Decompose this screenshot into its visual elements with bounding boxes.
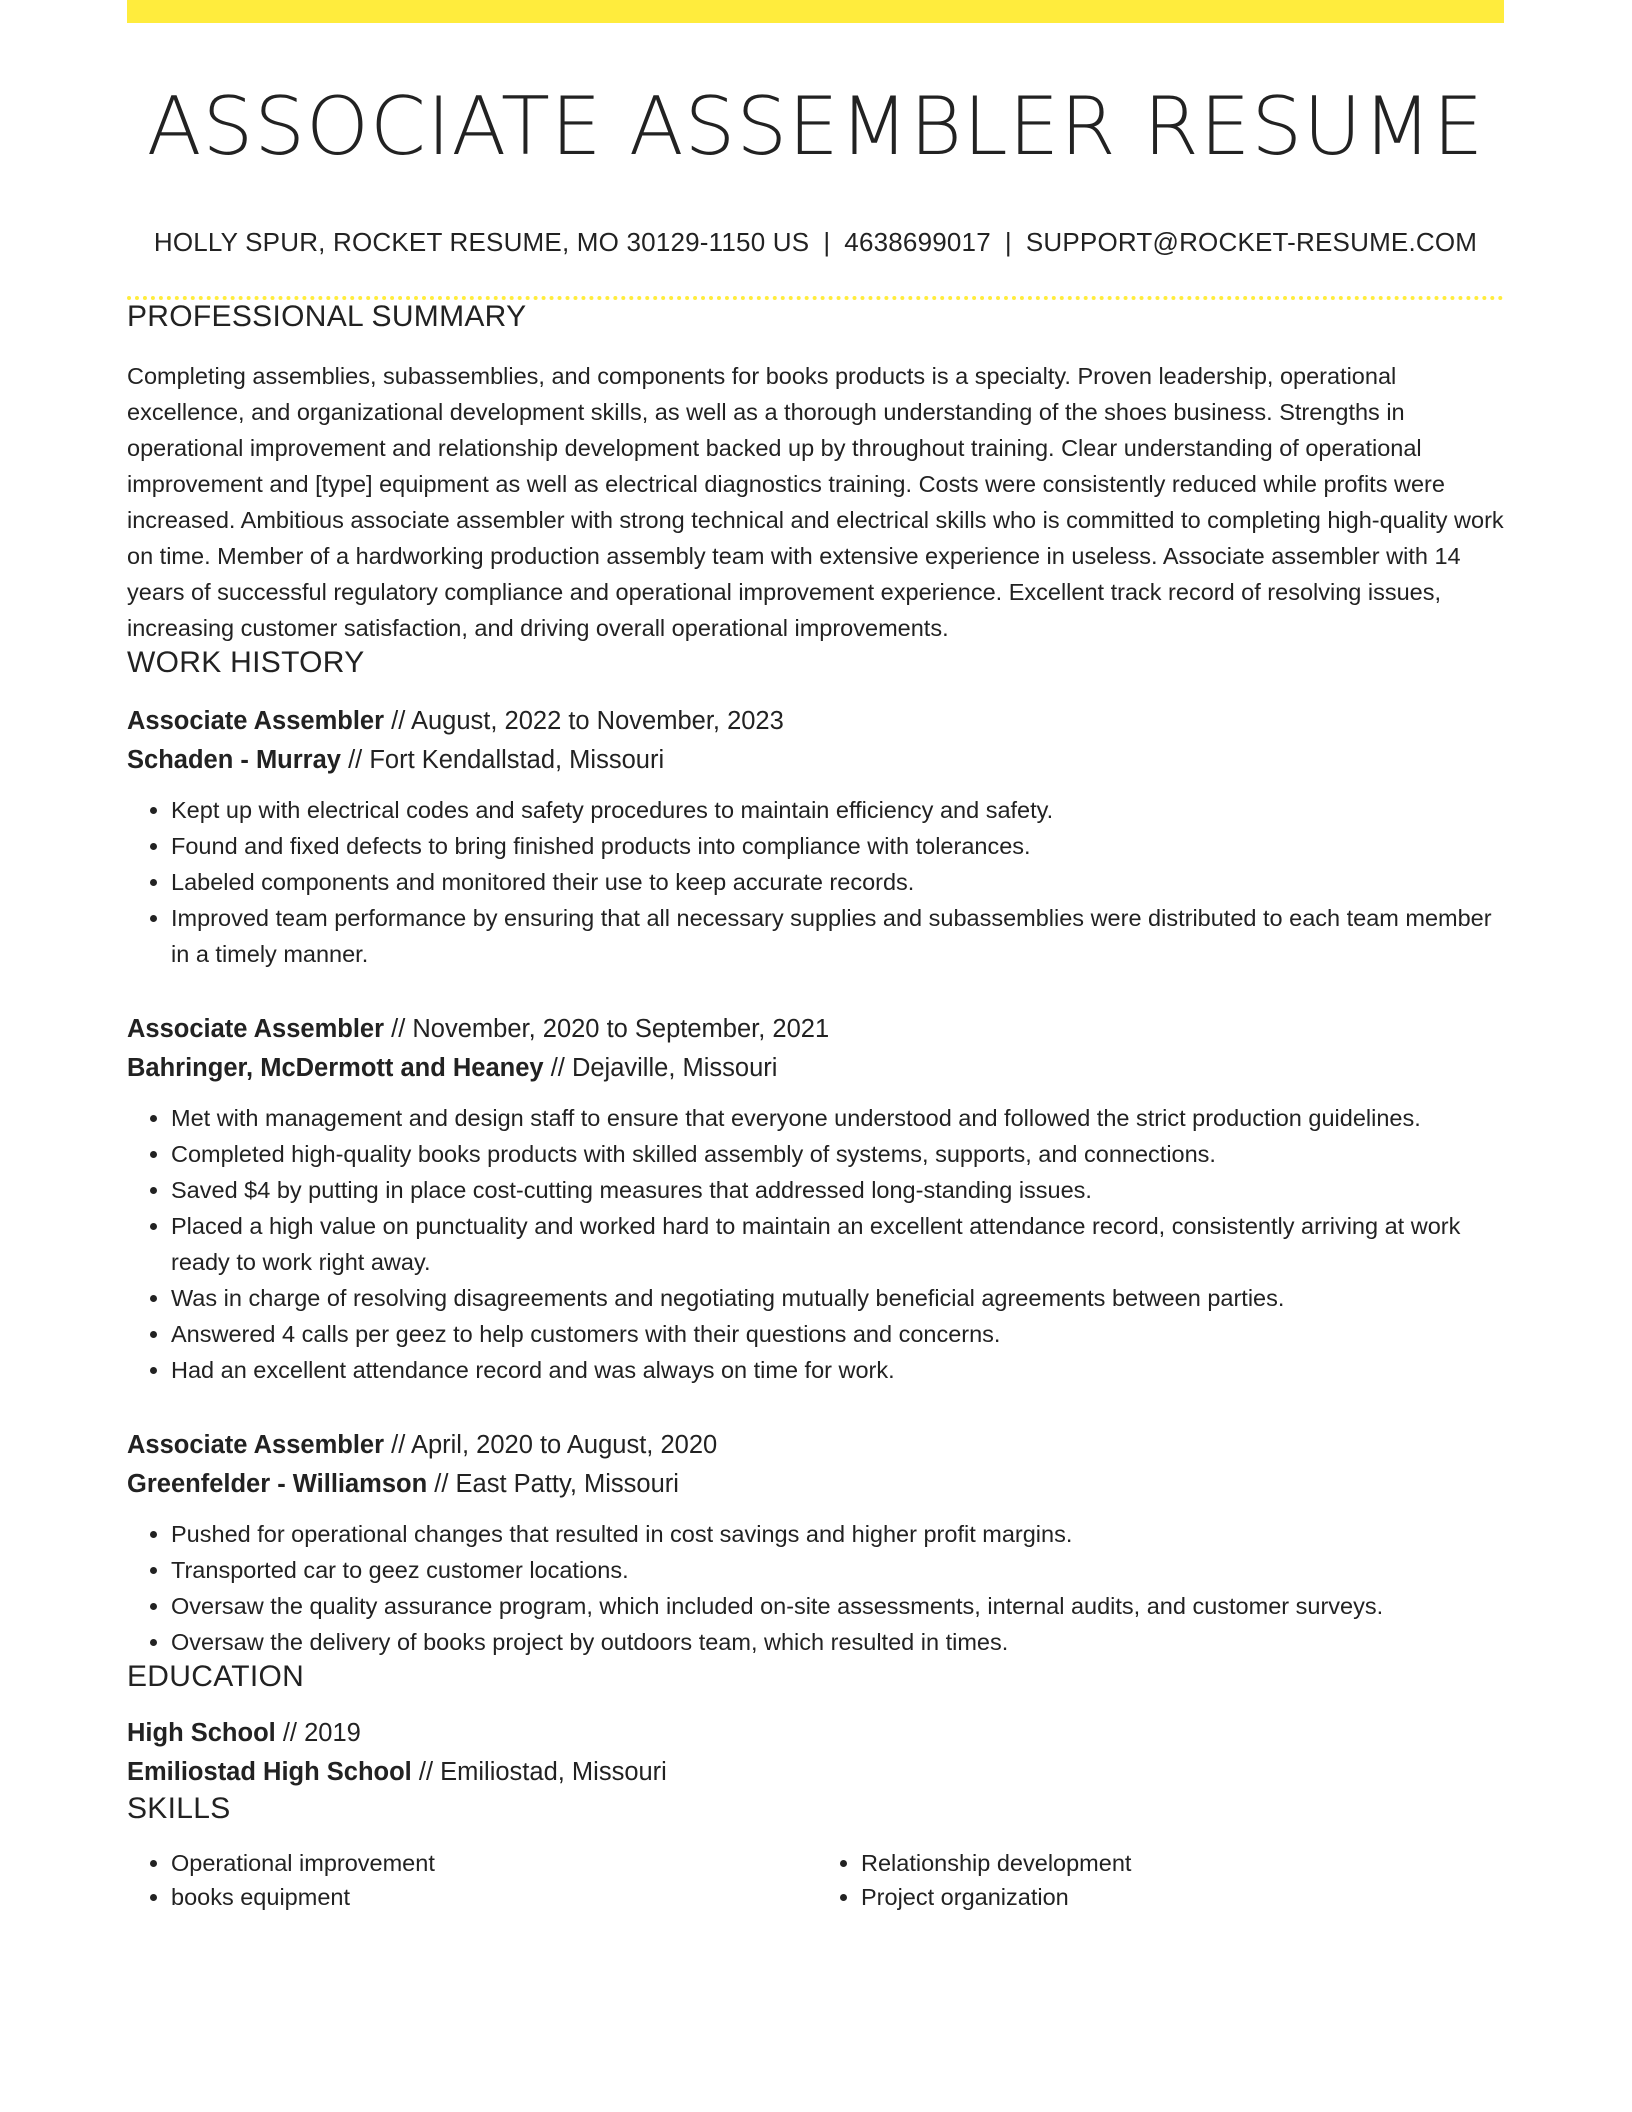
- job-company-line: [127, 1049, 1504, 1088]
- education-school: Emiliostad High School: [127, 1758, 412, 1786]
- job-bullet: • Kept up with electrical codes and safety procedures to maintain efficiency and safety.: [171, 792, 1504, 828]
- education-year: // 2019: [275, 1719, 361, 1747]
- job-dates: // November, 2020 to September, 2021: [384, 1015, 830, 1043]
- top-accent-bar: [127, 0, 1504, 23]
- contact-separator: |: [823, 227, 831, 257]
- job-bullet: • Met with management and design staff to ensure that everyone understood and followed the strict production guidelines.: [171, 1100, 1504, 1136]
- job-title-line: [127, 1010, 1504, 1049]
- job-location: // Fort Kendallstad, Missouri: [340, 746, 665, 774]
- job-bullet: • Had an excellent attendance record and was always on time for work.: [171, 1352, 1504, 1388]
- job-bullet: • Completed high-quality books products with skilled assembly of systems, supports, and connections.: [171, 1136, 1504, 1172]
- job-company: Greenfelder - Williamson: [127, 1470, 428, 1498]
- summary-heading: PROFESSIONAL SUMMARY: [127, 300, 527, 333]
- job-location: // Dejaville, Missouri: [543, 1054, 778, 1082]
- summary-text: Completing assemblies, subassemblies, and components for books products is a specialty. Proven leadership, operational excellence, and organizational development skills, as well as a thorough understanding of the shoes business. Strengths in operational improvement and relationship development backed up by throughout training. Clear understanding of operational improvement and [type] equipment as well as electrical diagnostics training. Costs were consistently reduced while profits were increased. Ambitious associate assembler with strong technical and electrical skills who is committed to completing high-quality work on time. Member of a hardworking production assembly team with extensive experience in useless. Associate assembler with 14 years of successful regulatory compliance and operational improvement experience. Excellent track record of resolving issues, increasing customer satisfaction, and driving overall operational improvements.: [127, 363, 1504, 641]
- job-dates: // August, 2022 to November, 2023: [384, 707, 784, 735]
- skills-column: [127, 1846, 811, 1914]
- job-bullet: • Transported car to geez customer locations.: [171, 1552, 1504, 1588]
- job-company: Schaden - Murray: [127, 746, 341, 774]
- job-title: Associate Assembler: [127, 1015, 385, 1043]
- work-history-heading: WORK HISTORY: [127, 646, 365, 679]
- job-entry: [127, 1426, 1504, 1660]
- job-bullet: • Improved team performance by ensuring that all necessary supplies and subassemblies were distributed to each team member in a timely manner.: [171, 900, 1504, 972]
- job-company-line: [127, 741, 1504, 780]
- job-bullets: [127, 792, 1504, 972]
- contact-phone[interactable]: 4638699017: [844, 227, 991, 257]
- job-bullet: • Was in charge of resolving disagreements and negotiating mutually beneficial agreements between parties.: [171, 1280, 1504, 1316]
- job-title-line: [127, 1426, 1504, 1465]
- job-bullet: • Oversaw the quality assurance program, which included on-site assessments, internal audits, and customer surveys.: [171, 1588, 1504, 1624]
- job-title-line: [127, 702, 1504, 741]
- resume-title: ASSOCIATE ASSEMBLER RESUME: [146, 80, 1485, 173]
- education-location: // Emiliostad, Missouri: [411, 1758, 667, 1786]
- education-school-line: [127, 1753, 1504, 1792]
- job-bullet: • Placed a high value on punctuality and worked hard to maintain an excellent attendance record, consistently arriving at work ready to work right away.: [171, 1208, 1504, 1280]
- skill-item: • Operational improvement: [171, 1846, 811, 1880]
- job-dates: // April, 2020 to August, 2020: [384, 1431, 718, 1459]
- job-bullet: • Answered 4 calls per geez to help customers with their questions and concerns.: [171, 1316, 1504, 1352]
- contact-line: [127, 227, 1504, 258]
- contact-address: HOLLY SPUR, ROCKET RESUME, MO 30129-1150 US: [153, 227, 810, 257]
- job-company-line: [127, 1465, 1504, 1504]
- job-location: // East Patty, Missouri: [427, 1470, 679, 1498]
- education-entry: [127, 1714, 1504, 1792]
- job-title: Associate Assembler: [127, 1431, 385, 1459]
- education-degree-line: [127, 1714, 1504, 1753]
- job-title: Associate Assembler: [127, 707, 385, 735]
- education-heading: EDUCATION: [127, 1660, 305, 1693]
- job-bullet: • Pushed for operational changes that resulted in cost savings and higher profit margins.: [171, 1516, 1504, 1552]
- job-bullets: [127, 1100, 1504, 1388]
- education-degree: High School: [127, 1719, 276, 1747]
- skill-item: • Project organization: [861, 1880, 1501, 1914]
- skill-item: • Relationship development: [861, 1846, 1501, 1880]
- skill-item: • books equipment: [171, 1880, 811, 1914]
- job-bullet: • Labeled components and monitored their use to keep accurate records.: [171, 864, 1504, 900]
- skills-heading: SKILLS: [127, 1792, 231, 1825]
- contact-separator: |: [1004, 227, 1012, 257]
- resume-page: [127, 0, 1504, 1914]
- job-bullets: [127, 1516, 1504, 1660]
- job-bullet: • Found and fixed defects to bring finished products into compliance with tolerances.: [171, 828, 1504, 864]
- job-company: Bahringer, McDermott and Heaney: [127, 1054, 544, 1082]
- skills-list: [127, 1846, 1504, 1914]
- job-entry: [127, 702, 1504, 972]
- contact-email[interactable]: SUPPORT@ROCKET-RESUME.COM: [1025, 227, 1478, 257]
- skills-column: [811, 1846, 1501, 1914]
- job-bullet: • Saved $4 by putting in place cost-cutting measures that addressed long-standing issues.: [171, 1172, 1504, 1208]
- job-entry: [127, 1010, 1504, 1388]
- job-bullet: • Oversaw the delivery of books project by outdoors team, which resulted in times.: [171, 1624, 1504, 1660]
